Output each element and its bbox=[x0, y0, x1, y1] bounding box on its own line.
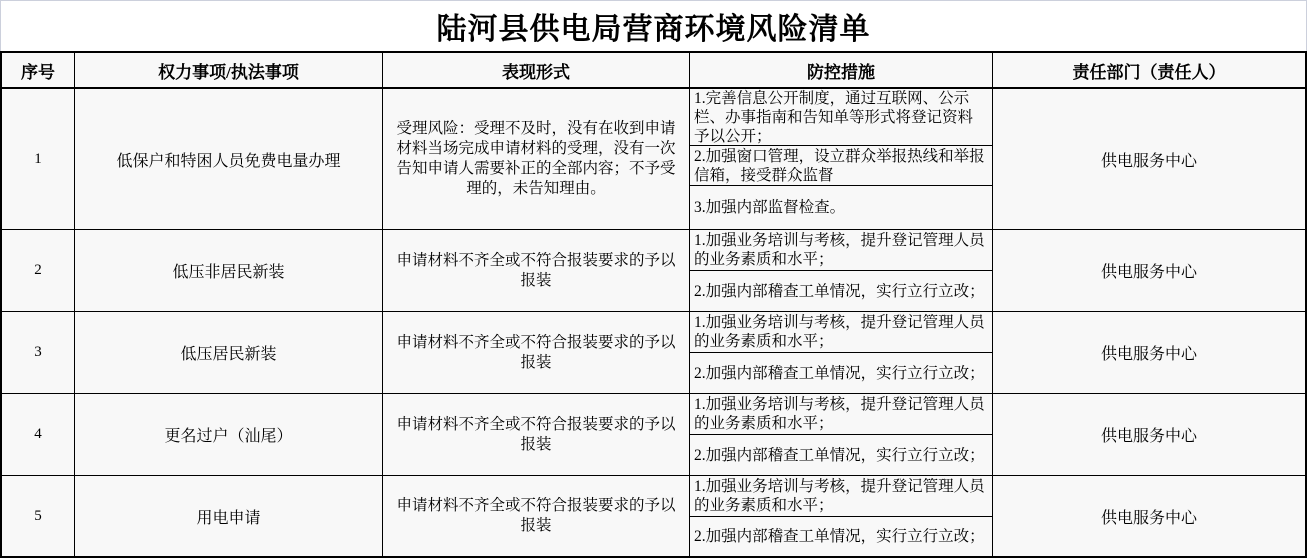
measure-text: 1.加强业务培训与考核，提升登记管理人员的业务素质和水平； bbox=[694, 396, 985, 432]
form-cell bbox=[383, 89, 690, 230]
form-cell bbox=[383, 476, 690, 556]
dept-cell: 供电服务中心 bbox=[993, 89, 1305, 230]
measure-text: 1.加强业务培训与考核，提升登记管理人员的业务素质和水平； bbox=[694, 232, 985, 268]
seq-cell: 5 bbox=[2, 476, 75, 556]
measure-text: 3.加强内部监督检查。 bbox=[694, 199, 846, 216]
measure-item bbox=[690, 476, 992, 517]
measure-item bbox=[690, 517, 992, 556]
seq-cell: 2 bbox=[2, 230, 75, 312]
measures-cell bbox=[690, 476, 993, 556]
measure-text: 1.加强业务培训与考核，提升登记管理人员的业务素质和水平； bbox=[694, 478, 985, 514]
table-row bbox=[2, 230, 1305, 312]
item-cell: 低压居民新装 bbox=[75, 312, 383, 394]
measure-item bbox=[690, 146, 992, 186]
form-text: 申请材料不齐全或不符合报装要求的予以报装 bbox=[396, 251, 676, 289]
measure-text: 2.加强内部稽查工单情况，实行立行立改； bbox=[694, 364, 985, 382]
measures-cell bbox=[690, 230, 993, 312]
table-row bbox=[2, 89, 1305, 230]
form-text: 受理风险：受理不及时，没有在收到申请材料当场完成申请材料的受理，没有一次告知申请人需要补正的全部内容；不予受理的，未告知理由。 bbox=[396, 120, 676, 197]
measure-text: 1.加强业务培训与考核，提升登记管理人员的业务素质和水平； bbox=[694, 314, 985, 350]
measure-item bbox=[690, 394, 992, 435]
seq-cell: 4 bbox=[2, 394, 75, 476]
form-text: 申请材料不齐全或不符合报装要求的予以报装 bbox=[396, 333, 676, 371]
measure-item bbox=[690, 186, 992, 229]
measure-item bbox=[690, 271, 992, 311]
measure-item bbox=[690, 353, 992, 393]
table-row bbox=[2, 312, 1305, 394]
column-header-item: 权力事项/执法事项 bbox=[75, 53, 383, 89]
measure-item bbox=[690, 435, 992, 475]
item-cell: 用电申请 bbox=[75, 476, 383, 556]
seq-cell: 1 bbox=[2, 89, 75, 230]
measures-cell bbox=[690, 394, 993, 476]
column-header-dept: 责任部门（责任人） bbox=[993, 53, 1305, 89]
table-row bbox=[2, 476, 1305, 556]
measure-text: 2.加强内部稽查工单情况，实行立行立改； bbox=[694, 446, 985, 464]
form-cell bbox=[383, 312, 690, 394]
item-cell: 低压非居民新装 bbox=[75, 230, 383, 312]
measures-cell bbox=[690, 312, 993, 394]
dept-cell: 供电服务中心 bbox=[993, 394, 1305, 476]
column-header-measures: 防控措施 bbox=[690, 53, 993, 89]
risk-table bbox=[0, 51, 1307, 558]
measures-cell bbox=[690, 89, 993, 230]
page-title: 陆河县供电局营商环境风险清单 bbox=[0, 0, 1307, 51]
table-header-row bbox=[2, 53, 1305, 89]
form-text: 申请材料不齐全或不符合报装要求的予以报装 bbox=[396, 415, 676, 453]
form-cell bbox=[383, 230, 690, 312]
measure-text: 1.完善信息公开制度，通过互联网、公示栏、办事指南和告知单等形式将登记资料予以公开； bbox=[694, 89, 974, 145]
measure-text: 2.加强内部稽查工单情况，实行立行立改； bbox=[694, 528, 985, 545]
dept-cell: 供电服务中心 bbox=[993, 312, 1305, 394]
measure-item bbox=[690, 230, 992, 271]
table-row bbox=[2, 394, 1305, 476]
form-text: 申请材料不齐全或不符合报装要求的予以报装 bbox=[396, 497, 676, 534]
measure-item bbox=[690, 89, 992, 146]
column-header-form: 表现形式 bbox=[383, 53, 690, 89]
item-cell: 更名过户（汕尾） bbox=[75, 394, 383, 476]
measure-text: 2.加强内部稽查工单情况，实行立行立改； bbox=[694, 282, 985, 300]
item-cell: 低保户和特困人员免费电量办理 bbox=[75, 89, 383, 230]
measure-item bbox=[690, 312, 992, 353]
column-header-seq: 序号 bbox=[2, 53, 75, 89]
seq-cell: 3 bbox=[2, 312, 75, 394]
form-cell bbox=[383, 394, 690, 476]
dept-cell: 供电服务中心 bbox=[993, 230, 1305, 312]
measure-text: 2.加强窗口管理，设立群众举报热线和举报信箱，接受群众监督 bbox=[694, 147, 985, 184]
dept-cell: 供电服务中心 bbox=[1100, 509, 1197, 527]
